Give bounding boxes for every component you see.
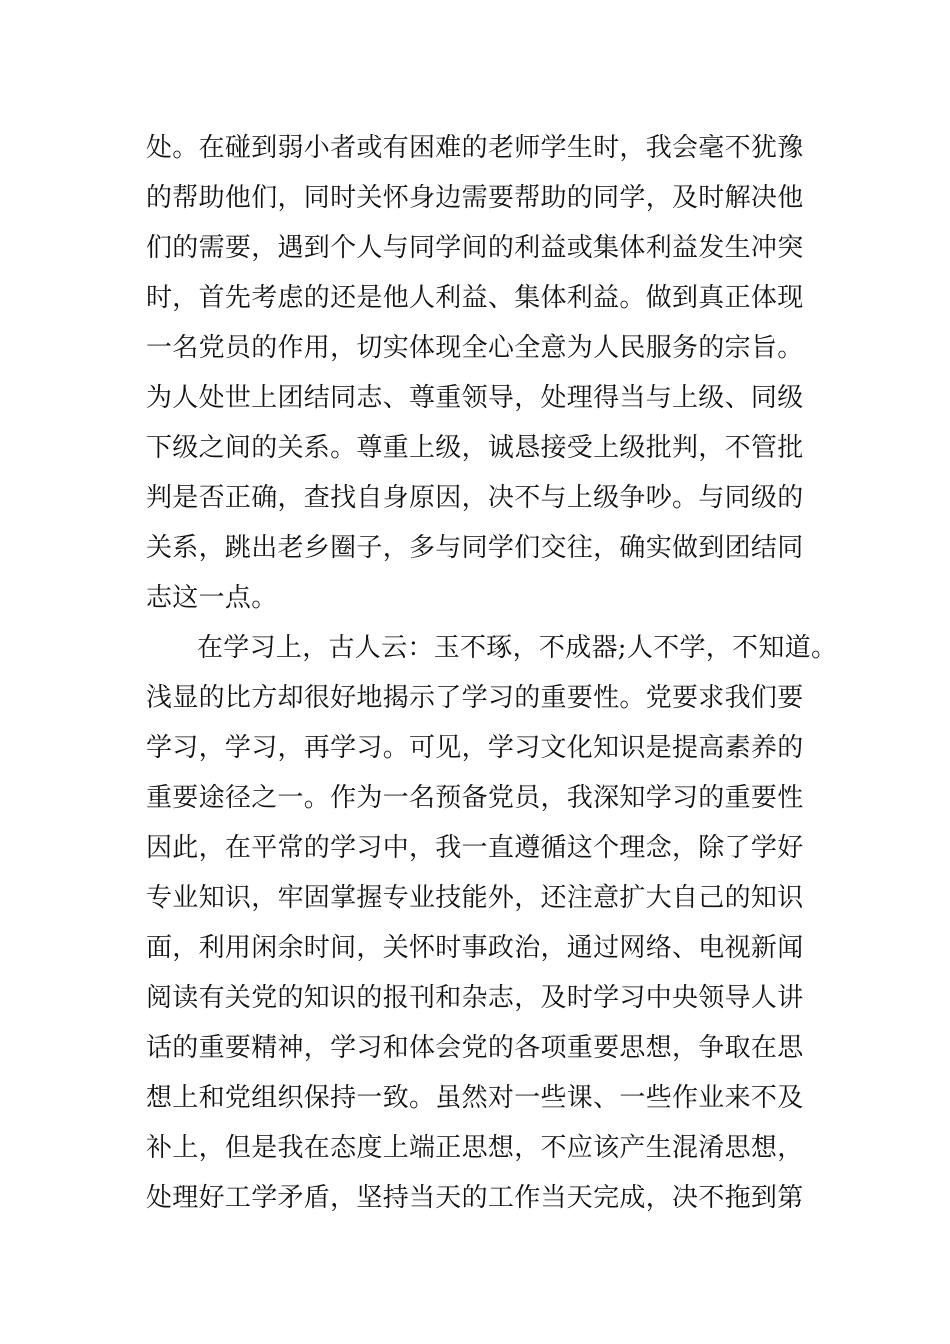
text-line-17: 面，利用闲余时间，关怀时事政治，通过网络、电视新闻 [146, 933, 804, 963]
text-line-7: 下级之间的关系。尊重上级，诚恳接受上级批判，不管批 [146, 433, 804, 463]
text-line-15: 因此，在平常的学习中，我一直遵循这个理念，除了学好 [146, 833, 804, 863]
text-line-10: 志这一点。 [146, 583, 278, 613]
text-line-14: 重要途径之一。作为一名预备党员，我深知学习的重要性 [146, 783, 804, 813]
text-line-9: 关系，跳出老乡圈子，多与同学们交往，确实做到团结同 [146, 533, 804, 563]
text-line-16: 专业知识，牢固掌握专业技能外，还注意扩大自己的知识 [146, 883, 804, 913]
text-line-4: 时，首先考虑的还是他人利益、集体利益。做到真正体现 [146, 283, 804, 313]
text-line-20: 想上和党组织保持一致。虽然对一些课、一些作业来不及 [146, 1083, 804, 1113]
text-line-3: 们的需要，遇到个人与同学间的利益或集体利益发生冲突 [146, 233, 804, 263]
paragraph-start-line: 在学习上，古人云：玉不琢，不成器;人不学，不知道。 [197, 633, 838, 663]
text-line-13: 学习，学习，再学习。可见，学习文化知识是提高素养的 [146, 733, 804, 763]
text-line-8: 判是否正确，查找自身原因，决不与上级争吵。与同级的 [146, 483, 804, 513]
text-line-18: 阅读有关党的知识的报刊和杂志，及时学习中央领导人讲 [146, 983, 804, 1013]
text-line-21: 补上，但是我在态度上端正思想，不应该产生混淆思想， [146, 1133, 804, 1163]
text-line-2: 的帮助他们，同时关怀身边需要帮助的同学，及时解决他 [146, 183, 804, 213]
text-line-5: 一名党员的作用，切实体现全心全意为人民服务的宗旨。 [146, 333, 804, 363]
text-line-6: 为人处世上团结同志、尊重领导，处理得当与上级、同级 [146, 383, 804, 413]
text-line-22: 处理好工学矛盾，坚持当天的工作当天完成，决不拖到第 [146, 1183, 804, 1213]
text-line-1: 处。在碰到弱小者或有困难的老师学生时，我会毫不犹豫 [146, 133, 804, 163]
text-line-19: 话的重要精神，学习和体会党的各项重要思想，争取在思 [146, 1033, 804, 1063]
text-line-12: 浅显的比方却很好地揭示了学习的重要性。党要求我们要 [146, 683, 804, 713]
